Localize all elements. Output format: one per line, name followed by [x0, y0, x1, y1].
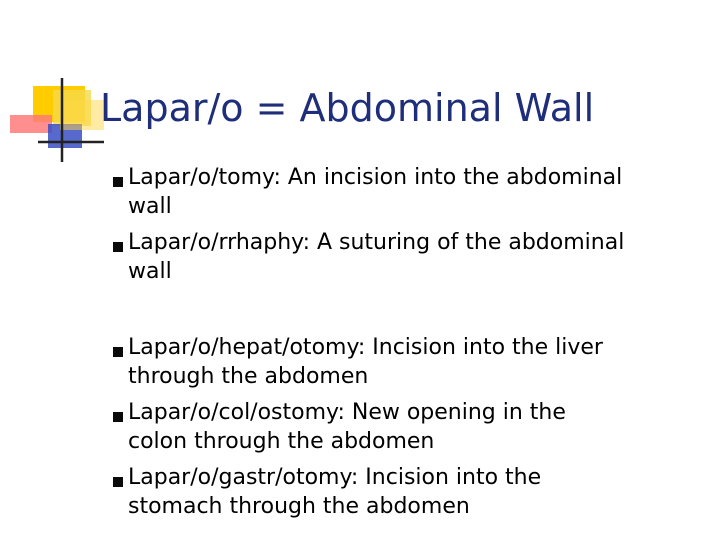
list-item	[128, 228, 708, 286]
list-item	[128, 463, 708, 521]
list-item-line: Lapar/o/gastr/otomy: Incision into the	[128, 465, 542, 490]
list-item-line: Lapar/o/col/ostomy: New opening in the	[128, 400, 566, 425]
list-item	[128, 333, 708, 391]
list-item-line: Lapar/o/hepat/otomy: Incision into the liver	[128, 335, 603, 360]
filled-square-bullet-icon	[113, 177, 123, 187]
list-item-line: stomach through the abdomen	[128, 494, 470, 519]
filled-square-bullet-icon	[113, 347, 123, 357]
list-item-line: wall	[128, 194, 172, 219]
list-item	[128, 398, 708, 456]
list-item-line: Lapar/o/tomy: An incision into the abdominal	[128, 165, 623, 190]
list-item-line: colon through the abdomen	[128, 429, 435, 454]
filled-square-bullet-icon	[113, 412, 123, 422]
filled-square-bullet-icon	[113, 242, 123, 252]
list-item-line: Lapar/o/rrhaphy: A suturing of the abdominal	[128, 230, 625, 255]
list-item-line: wall	[128, 259, 172, 284]
list-item	[128, 163, 708, 221]
list-item-line: through the abdomen	[128, 364, 369, 389]
filled-square-bullet-icon	[113, 477, 123, 487]
slide-title: Lapar/o = Abdominal Wall	[100, 86, 595, 130]
